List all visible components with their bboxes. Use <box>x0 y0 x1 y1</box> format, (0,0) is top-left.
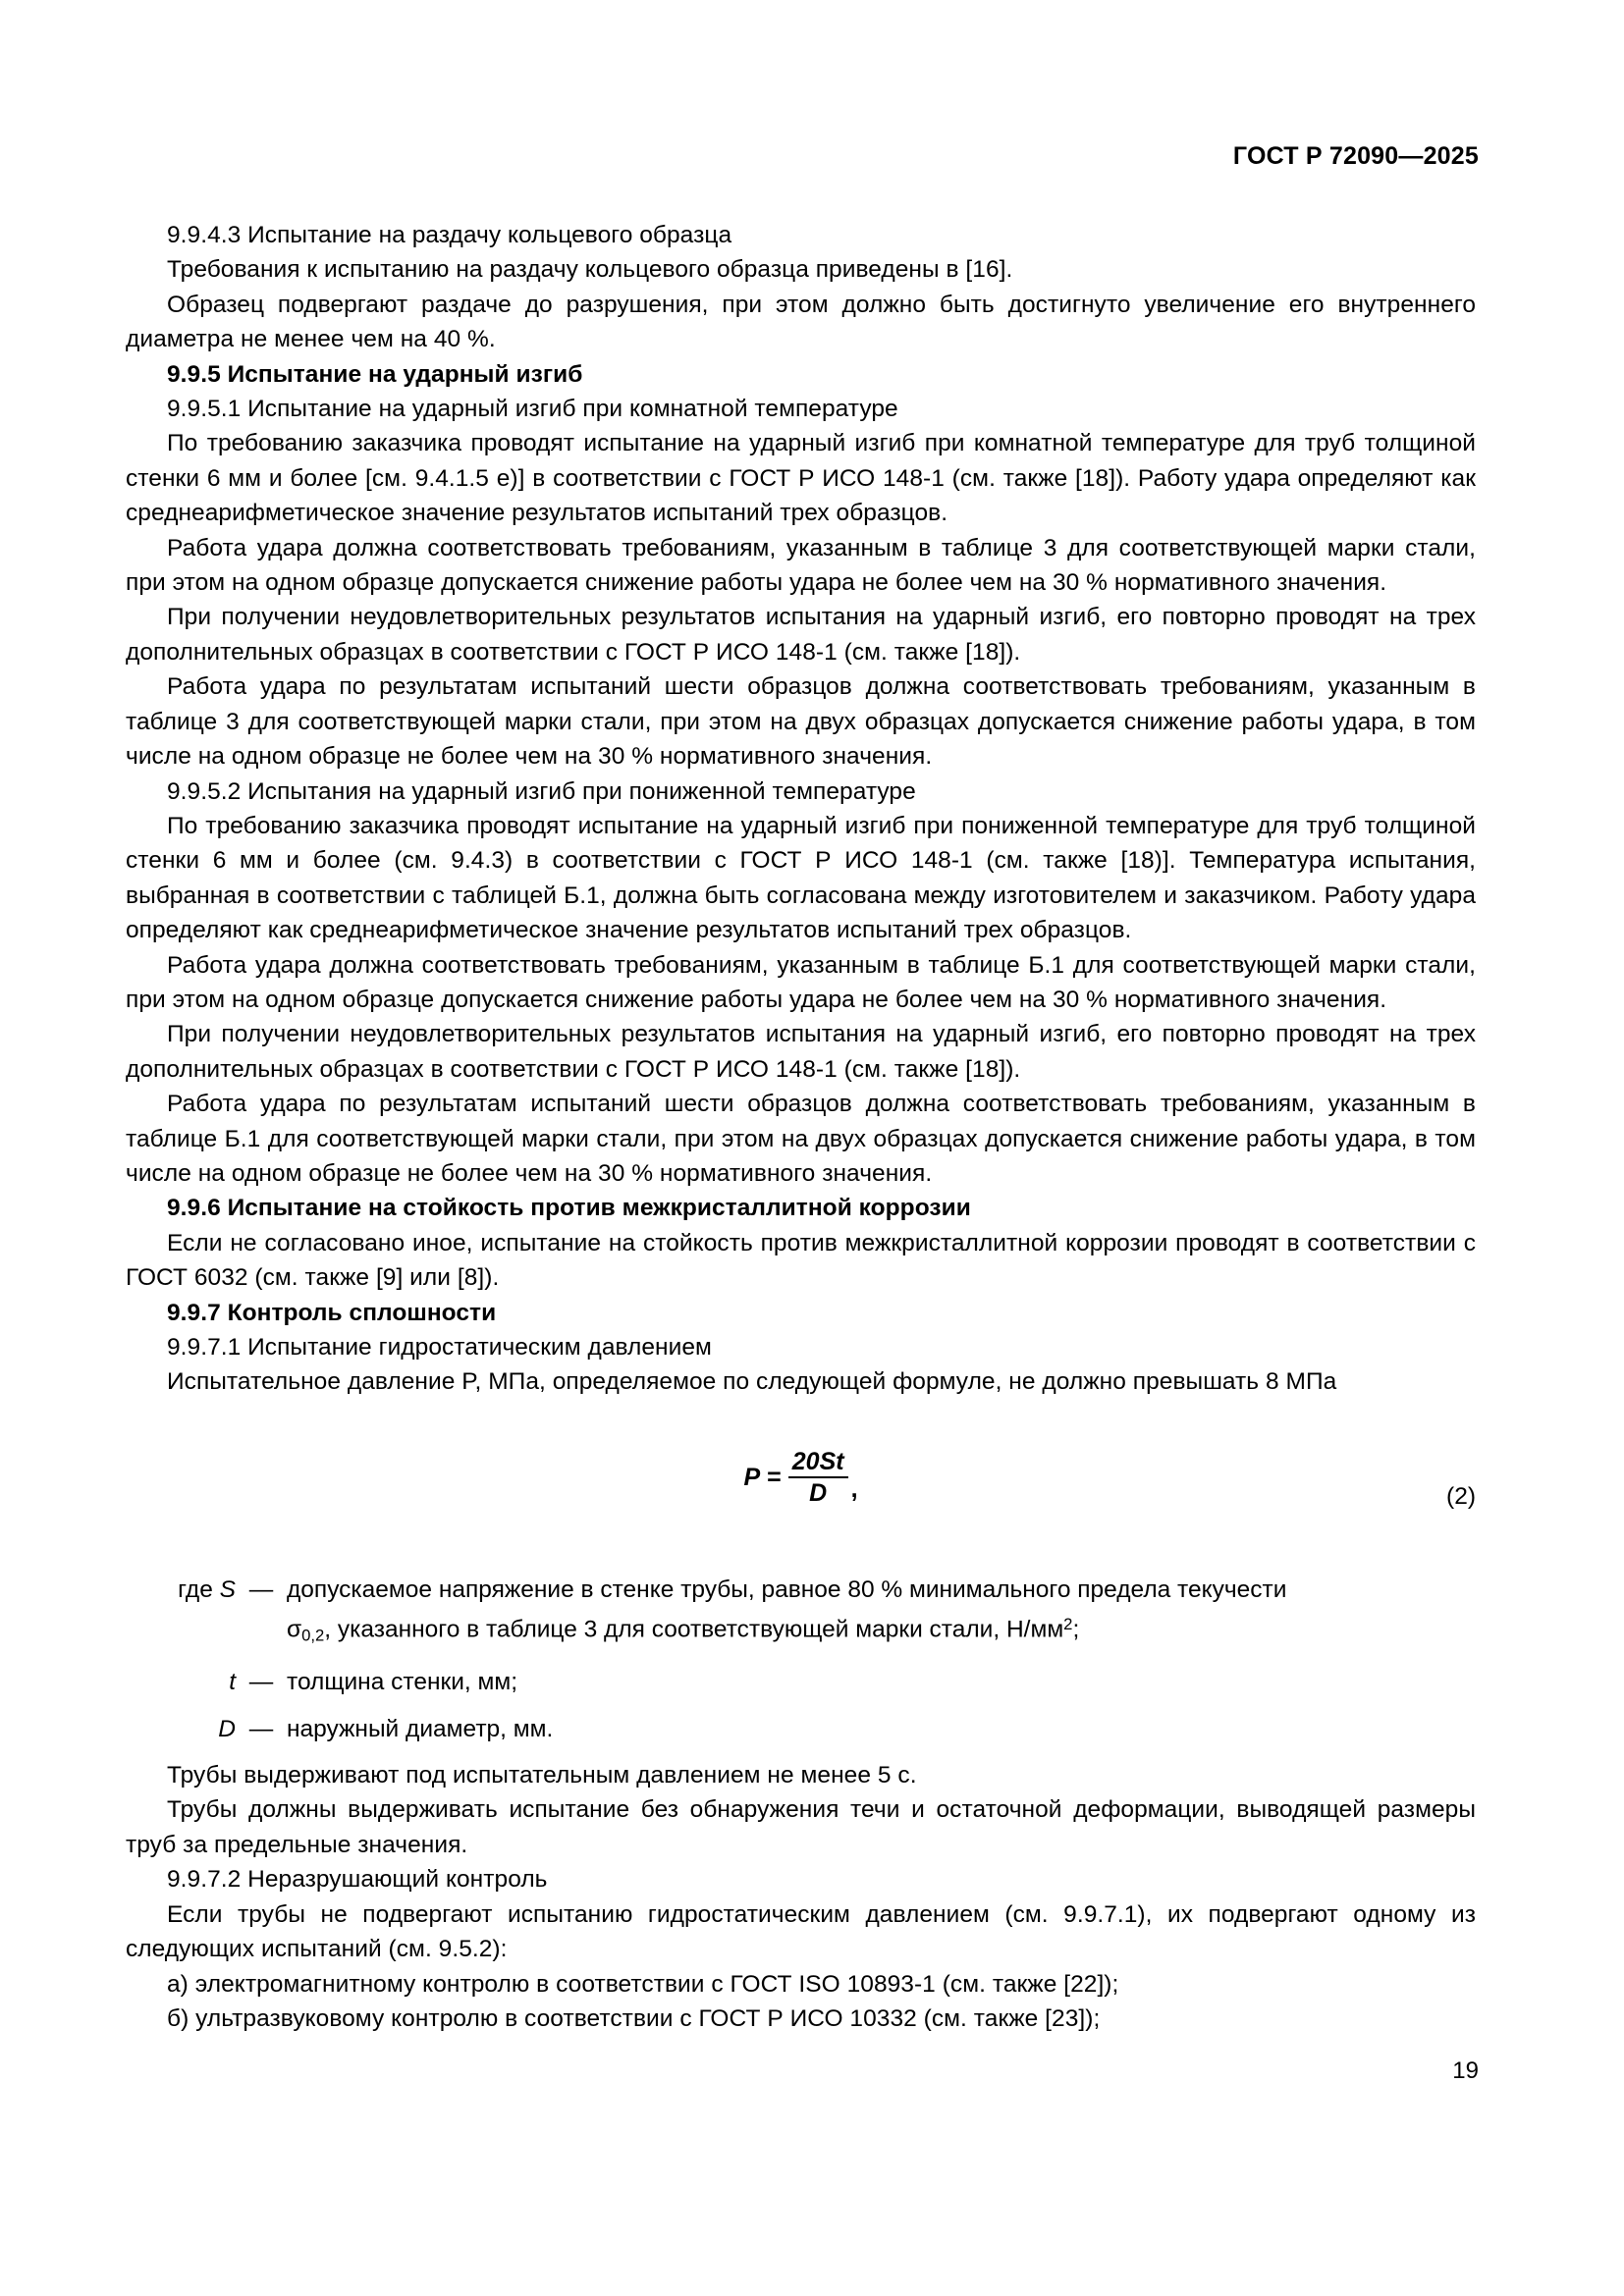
paragraph-intergranular-corrosion: Если не согласовано иное, испытание на стойкость против межкристаллитной коррозии проводят в соответствии с ГОСТ 6032 (см. также [9] или [8]). <box>126 1229 1476 1292</box>
where-description-d: наружный диаметр, мм. <box>287 1715 554 1742</box>
where-intro-word: где <box>178 1575 213 1603</box>
formula-denominator: D <box>809 1479 828 1508</box>
sigma-subscript: 0,2 <box>301 1626 325 1645</box>
where-dash-t: — <box>248 1669 274 1696</box>
paragraph-ndt-option-a: а) электромагнитному контролю в соответствии с ГОСТ ISO 10893-1 (см. также [22]); <box>167 1970 1119 1998</box>
where-dash-s: — <box>248 1575 274 1603</box>
paragraph-unsatisfactory-results-retest: При получении неудовлетворительных результатов испытания на ударный изгиб, его повторно проводят на трех дополнительных образцах в соответствии с ГОСТ Р ИСО 148-1 (см. также [18]). <box>126 604 1476 666</box>
paragraph-impact-energy-table-b1: Работа удара должна соответствовать требованиям, указанным в таблице Б.1 для соответствующей марки стали, при этом на одном образце допускается снижение работы удара не более чем на 30 % нормативного значения. <box>126 951 1476 1013</box>
paragraph-9-9-4-3-heading: 9.9.4.3 Испытание на раздачу кольцевого образца <box>167 222 732 248</box>
paragraph-unsatisfactory-results-retest-2: При получении неудовлетворительных результатов испытания на ударный изгиб, его повторно проводят на трех дополнительных образцах в соответствии с ГОСТ Р ИСО 148-1 (см. также [18]). <box>126 1021 1476 1083</box>
formula-fraction <box>788 1449 848 1507</box>
where-description-s-line2-tail: ; <box>1072 1616 1080 1643</box>
where-dash-d: — <box>248 1715 274 1742</box>
where-description-s <box>287 1573 1476 1653</box>
paragraph-9-9-7-2-heading: 9.9.7.2 Неразрушающий контроль <box>167 1866 548 1894</box>
paragraph-test-pressure-intro: Испытательное давление P, МПа, определяемое по следующей формуле, не должно превышать 8 МПа <box>167 1368 1337 1396</box>
paragraph-impact-energy-requirements: Работа удара должна соответствовать требованиям, указанным в таблице 3 для соответствующей марки стали, при этом на одном образце допускается снижение работы удара не более чем на 30 % нормативного значения. <box>126 534 1476 597</box>
formula-lhs: P <box>743 1463 761 1491</box>
formula-numerator: 20St <box>788 1449 848 1478</box>
where-description-t: толщина стенки, мм; <box>287 1669 517 1696</box>
sigma-symbol: σ <box>287 1616 302 1643</box>
paragraph-low-temperature-impact: По требованию заказчика проводят испытание на ударный изгиб при пониженной температуре для труб толщиной стенки 6 мм и более (см. 9.4.3) в соответствии с ГОСТ Р ИСО 148-1 (см. также [18)]. Температура испытания, выбранная в соответствии с таблицей Б.1, должна быть согласована между изготовителем и заказчиком. Работу удара определяют как среднеарифметическое значение результатов испытаний трех образцов. <box>126 812 1476 944</box>
paragraph-9-9-7-1-heading: 9.9.7.1 Испытание гидростатическим давлением <box>167 1334 712 1361</box>
where-label-s <box>126 1573 236 1607</box>
paragraph-hold-time: Трубы выдерживают под испытательным давлением не менее 5 с. <box>167 1762 917 1789</box>
formula-trailing-comma: , <box>850 1475 858 1504</box>
paragraph-ring-expansion-requirements: Требования к испытанию на раздачу кольцевого образца приведены в [16]. <box>167 256 1013 284</box>
where-symbol-t: t <box>229 1669 236 1696</box>
formula-block <box>126 1439 1476 1555</box>
where-description-s-line2-text: , указанного в таблице 3 для соответствующей марки стали, Н/мм <box>324 1616 1064 1643</box>
page-header-standard-number: ГОСТ Р 72090—2025 <box>1232 142 1479 170</box>
unit-superscript: 2 <box>1063 1615 1073 1634</box>
where-item-d <box>126 1712 1476 1746</box>
where-description-s-line2 <box>287 1607 1476 1653</box>
heading-9-9-7: 9.9.7 Контроль сплошности <box>167 1299 497 1326</box>
paragraph-ndt-option-b: б) ультразвуковому контролю в соответствии с ГОСТ Р ИСО 10332 (см. также [23]); <box>167 2004 1101 2032</box>
paragraph-specimen-expansion: Образец подвергают раздаче до разрушения, при этом должно быть достигнуто увеличение его внутреннего диаметра не менее чем на 40 %. <box>126 291 1476 353</box>
where-description-s-line1: допускаемое напряжение в стенке трубы, равное 80 % минимального предела текучести <box>287 1575 1287 1603</box>
heading-9-9-5: 9.9.5 Испытание на ударный изгиб <box>167 360 583 388</box>
where-symbol-s: S <box>219 1575 236 1603</box>
where-symbol-d: D <box>218 1715 236 1742</box>
where-item-t <box>126 1665 1476 1699</box>
paragraph-room-temperature-impact: По требованию заказчика проводят испытание на ударный изгиб при комнатной температуре для труб толщиной стенки 6 мм и более [см. 9.4.1.5 е)] в соответствии с ГОСТ Р ИСО 148-1 (см. также [18]). Работу удара определяют как среднеарифметическое значение результатов испытаний трех образцов. <box>126 430 1476 527</box>
where-definitions-list <box>126 1573 1476 1746</box>
paragraph-9-9-5-1-heading: 9.9.5.1 Испытание на ударный изгиб при комнатной температуре <box>167 396 898 423</box>
formula-number: (2) <box>1446 1482 1476 1510</box>
paragraph-ndt-alternatives: Если трубы не подвергают испытанию гидростатическим давлением (см. 9.9.7.1), их подвергают одному из следующих испытаний (см. 9.5.2): <box>126 1900 1476 1963</box>
formula-equals-sign: = <box>767 1463 782 1491</box>
paragraph-no-leak-deformation: Трубы должны выдерживать испытание без обнаружения течи и остаточной деформации, выводящей размеры труб за предельные значения. <box>126 1796 1476 1858</box>
formula-pressure <box>743 1449 857 1507</box>
heading-9-9-6: 9.9.6 Испытание на стойкость против межкристаллитной коррозии <box>167 1195 971 1222</box>
paragraph-9-9-5-2-heading: 9.9.5.2 Испытания на ударный изгиб при пониженной температуре <box>167 777 916 805</box>
where-label-d <box>126 1712 236 1746</box>
paragraph-six-specimens-results-2: Работа удара по результатам испытаний шести образцов должна соответствовать требованиям, указанным в таблице Б.1 для соответствующей марки стали, при этом на двух образцах допускается снижение работы удара, в том числе на одном образце не более чем на 30 % нормативного значения. <box>126 1091 1476 1187</box>
paragraph-six-specimens-results: Работа удара по результатам испытаний шести образцов должна соответствовать требованиям, указанным в таблице 3 для соответствующей марки стали, при этом на двух образцах допускается снижение работы удара, в том числе на одном образце не более чем на 30 % нормативного значения. <box>126 673 1476 771</box>
page-number: 19 <box>1452 2057 1479 2084</box>
where-item-s <box>126 1573 1476 1653</box>
document-body <box>126 218 1476 2036</box>
where-label-t <box>126 1665 236 1699</box>
